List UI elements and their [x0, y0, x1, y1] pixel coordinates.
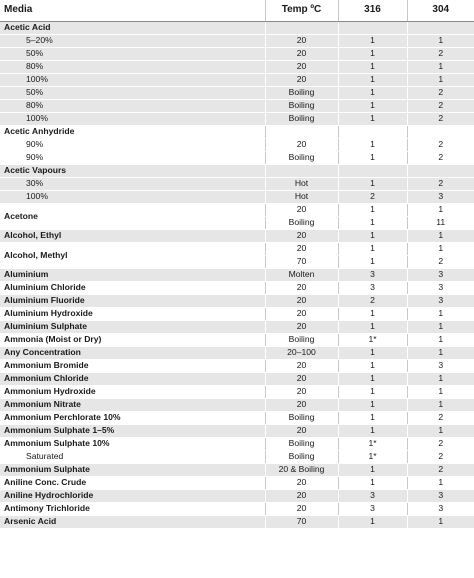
- grade-316-cell: 1: [338, 411, 407, 424]
- temp-cell: 20: [265, 281, 338, 294]
- temp-cell: [265, 21, 338, 34]
- media-cell: Aluminium Hydroxide: [0, 307, 265, 320]
- grade-304-cell: 3: [407, 190, 474, 203]
- grade-304-cell: 2: [407, 138, 474, 151]
- grade-316-cell: 1: [338, 424, 407, 437]
- temp-cell: 20: [265, 229, 338, 242]
- temp-cell: 20: [265, 307, 338, 320]
- media-cell: Antimony Trichloride: [0, 502, 265, 515]
- grade-304-cell: 2: [407, 437, 474, 450]
- grade-304-cell: [407, 125, 474, 138]
- temp-cell: Boiling: [265, 99, 338, 112]
- grade-304-cell: [407, 164, 474, 177]
- table-row: [0, 138, 474, 151]
- grade-316-cell: 1: [338, 47, 407, 60]
- table-row: [0, 333, 474, 346]
- grade-316-cell: 1: [338, 463, 407, 476]
- grade-316-cell: 1: [338, 372, 407, 385]
- table-row: [0, 86, 474, 99]
- temp-cell: 20: [265, 47, 338, 60]
- grade-316-cell: 3: [338, 281, 407, 294]
- temp-cell: Boiling: [265, 151, 338, 164]
- temp-cell: 20: [265, 60, 338, 73]
- media-cell: Alcohol, Ethyl: [0, 229, 265, 242]
- grade-316-cell: 1: [338, 320, 407, 333]
- grade-316-cell: 1: [338, 346, 407, 359]
- media-cell: Ammonium Hydroxide: [0, 385, 265, 398]
- media-cell: Aluminium: [0, 268, 265, 281]
- grade-304-cell: 1: [407, 372, 474, 385]
- grade-316-cell: 1: [338, 86, 407, 99]
- table-row: [0, 203, 474, 216]
- temp-cell: 70: [265, 255, 338, 268]
- grade-304-cell: 1: [407, 242, 474, 255]
- grade-316-cell: 1: [338, 385, 407, 398]
- table-row: [0, 294, 474, 307]
- media-cell: 100%: [0, 190, 265, 203]
- grade-304-cell: 3: [407, 489, 474, 502]
- grade-316-cell: 2: [338, 190, 407, 203]
- grade-316-cell: 1: [338, 177, 407, 190]
- temp-cell: 20: [265, 476, 338, 489]
- grade-316-cell: [338, 21, 407, 34]
- grade-304-cell: 1: [407, 385, 474, 398]
- temp-cell: 20: [265, 372, 338, 385]
- table-row: [0, 385, 474, 398]
- table-row: [0, 476, 474, 489]
- grade-316-cell: 1: [338, 60, 407, 73]
- media-cell: Acetic Acid: [0, 21, 265, 34]
- grade-316-column-header: 316: [338, 0, 407, 21]
- grade-316-cell: 3: [338, 502, 407, 515]
- media-cell: Ammonia (Moist or Dry): [0, 333, 265, 346]
- temp-cell: Boiling: [265, 450, 338, 463]
- temp-cell: 20: [265, 203, 338, 216]
- grade-304-cell: 2: [407, 112, 474, 125]
- grade-304-cell: 1: [407, 515, 474, 528]
- temp-cell: Boiling: [265, 86, 338, 99]
- table-row: [0, 359, 474, 372]
- grade-316-cell: 1: [338, 398, 407, 411]
- temp-cell: Boiling: [265, 333, 338, 346]
- grade-304-cell: 1: [407, 203, 474, 216]
- temp-cell: 20: [265, 489, 338, 502]
- temp-cell: Hot: [265, 177, 338, 190]
- table-row: [0, 229, 474, 242]
- grade-304-cell: 2: [407, 411, 474, 424]
- temp-cell: Hot: [265, 190, 338, 203]
- grade-316-cell: 1: [338, 359, 407, 372]
- temp-cell: 20: [265, 73, 338, 86]
- temp-cell: 20 & Boiling: [265, 463, 338, 476]
- media-cell: Acetic Anhydride: [0, 125, 265, 138]
- grade-316-cell: 1: [338, 112, 407, 125]
- temp-cell: Boiling: [265, 411, 338, 424]
- temp-cell: 20: [265, 242, 338, 255]
- table-row: [0, 424, 474, 437]
- grade-304-cell: 2: [407, 99, 474, 112]
- table-row: [0, 242, 474, 255]
- grade-316-cell: 1*: [338, 450, 407, 463]
- media-cell: 80%: [0, 60, 265, 73]
- temp-cell: Boiling: [265, 112, 338, 125]
- grade-304-cell: 1: [407, 346, 474, 359]
- table-row: [0, 177, 474, 190]
- temp-cell: 20: [265, 320, 338, 333]
- media-cell: Acetic Vapours: [0, 164, 265, 177]
- table-row: [0, 281, 474, 294]
- table-row: [0, 34, 474, 47]
- table-row: [0, 411, 474, 424]
- grade-316-cell: [338, 164, 407, 177]
- grade-304-cell: 2: [407, 177, 474, 190]
- table-row: [0, 307, 474, 320]
- grade-304-cell: 3: [407, 268, 474, 281]
- grade-304-cell: 2: [407, 255, 474, 268]
- grade-316-cell: 1*: [338, 333, 407, 346]
- table-row: [0, 60, 474, 73]
- temp-cell: 20–100: [265, 346, 338, 359]
- grade-316-cell: 2: [338, 294, 407, 307]
- table-row: [0, 73, 474, 86]
- temp-cell: 20: [265, 294, 338, 307]
- grade-304-cell: 1: [407, 320, 474, 333]
- grade-316-cell: 1: [338, 216, 407, 229]
- table-row: [0, 320, 474, 333]
- media-cell: Any Concentration: [0, 346, 265, 359]
- media-column-header: Media: [0, 0, 265, 21]
- table-row: [0, 372, 474, 385]
- grade-316-cell: 1: [338, 307, 407, 320]
- grade-316-cell: 1: [338, 73, 407, 86]
- grade-316-cell: 1: [338, 138, 407, 151]
- media-cell: Saturated: [0, 450, 265, 463]
- temp-cell: Molten: [265, 268, 338, 281]
- media-cell: Aniline Hydrochloride: [0, 489, 265, 502]
- temp-cell: 20: [265, 502, 338, 515]
- temp-cell: Boiling: [265, 216, 338, 229]
- grade-316-cell: 3: [338, 268, 407, 281]
- temp-cell: 20: [265, 398, 338, 411]
- media-cell: 5–20%: [0, 34, 265, 47]
- grade-316-cell: 1*: [338, 437, 407, 450]
- media-cell: 90%: [0, 151, 265, 164]
- grade-304-cell: 3: [407, 359, 474, 372]
- temp-cell: [265, 125, 338, 138]
- grade-316-cell: 1: [338, 99, 407, 112]
- temp-column-header: Temp ºC: [265, 0, 338, 21]
- table-body: [0, 21, 474, 528]
- grade-316-cell: 1: [338, 255, 407, 268]
- grade-304-cell: 11: [407, 216, 474, 229]
- grade-304-cell: 2: [407, 47, 474, 60]
- grade-316-cell: 1: [338, 515, 407, 528]
- grade-316-cell: 1: [338, 229, 407, 242]
- grade-304-cell: 3: [407, 502, 474, 515]
- media-cell: 50%: [0, 86, 265, 99]
- media-cell: Ammonium Nitrate: [0, 398, 265, 411]
- grade-304-column-header: 304: [407, 0, 474, 21]
- temp-cell: 20: [265, 138, 338, 151]
- media-cell: Arsenic Acid: [0, 515, 265, 528]
- table-row: [0, 268, 474, 281]
- grade-304-cell: 1: [407, 307, 474, 320]
- grade-304-cell: 1: [407, 60, 474, 73]
- table-row: [0, 346, 474, 359]
- media-cell: Alcohol, Methyl: [0, 242, 265, 268]
- temp-cell: [265, 164, 338, 177]
- grade-304-cell: 2: [407, 463, 474, 476]
- media-cell: Ammonium Sulphate: [0, 463, 265, 476]
- temp-cell: 20: [265, 424, 338, 437]
- media-cell: Ammonium Bromide: [0, 359, 265, 372]
- temp-cell: 20: [265, 359, 338, 372]
- media-cell: Acetone: [0, 203, 265, 229]
- media-cell: Ammonium Sulphate 1–5%: [0, 424, 265, 437]
- grade-304-cell: 1: [407, 398, 474, 411]
- media-cell: Ammonium Perchlorate 10%: [0, 411, 265, 424]
- table-row: [0, 437, 474, 450]
- table-row: [0, 47, 474, 60]
- grade-304-cell: [407, 21, 474, 34]
- table-row: [0, 515, 474, 528]
- media-cell: Aniline Conc. Crude: [0, 476, 265, 489]
- media-cell: 100%: [0, 73, 265, 86]
- grade-304-cell: 3: [407, 281, 474, 294]
- media-cell: Aluminium Fluoride: [0, 294, 265, 307]
- media-cell: 100%: [0, 112, 265, 125]
- header-row: [0, 0, 474, 21]
- table-row: [0, 398, 474, 411]
- media-cell: 90%: [0, 138, 265, 151]
- grade-304-cell: 1: [407, 424, 474, 437]
- media-cell: 50%: [0, 47, 265, 60]
- grade-304-cell: 2: [407, 450, 474, 463]
- grade-304-cell: 2: [407, 86, 474, 99]
- media-cell: Aluminium Chloride: [0, 281, 265, 294]
- table-row: [0, 190, 474, 203]
- grade-304-cell: 1: [407, 34, 474, 47]
- grade-304-cell: 3: [407, 294, 474, 307]
- grade-304-cell: 1: [407, 229, 474, 242]
- media-cell: Ammonium Chloride: [0, 372, 265, 385]
- media-cell: Aluminium Sulphate: [0, 320, 265, 333]
- table-row: [0, 21, 474, 34]
- grade-316-cell: 1: [338, 203, 407, 216]
- temp-cell: 20: [265, 34, 338, 47]
- table-row: [0, 489, 474, 502]
- grade-316-cell: 3: [338, 489, 407, 502]
- grade-304-cell: 2: [407, 151, 474, 164]
- temp-cell: 20: [265, 385, 338, 398]
- table-row: [0, 151, 474, 164]
- grade-316-cell: 1: [338, 242, 407, 255]
- grade-316-cell: 1: [338, 151, 407, 164]
- table-row: [0, 463, 474, 476]
- table-row: [0, 125, 474, 138]
- media-cell: 80%: [0, 99, 265, 112]
- table-row: [0, 99, 474, 112]
- table-row: [0, 164, 474, 177]
- table-row: [0, 450, 474, 463]
- temp-cell: Boiling: [265, 437, 338, 450]
- grade-304-cell: 1: [407, 333, 474, 346]
- grade-316-cell: [338, 125, 407, 138]
- temp-cell: 70: [265, 515, 338, 528]
- grade-316-cell: 1: [338, 476, 407, 489]
- media-cell: 30%: [0, 177, 265, 190]
- grade-304-cell: 1: [407, 476, 474, 489]
- media-cell: Ammonium Sulphate 10%: [0, 437, 265, 450]
- table-row: [0, 112, 474, 125]
- table-row: [0, 502, 474, 515]
- grade-316-cell: 1: [338, 34, 407, 47]
- grade-304-cell: 1: [407, 73, 474, 86]
